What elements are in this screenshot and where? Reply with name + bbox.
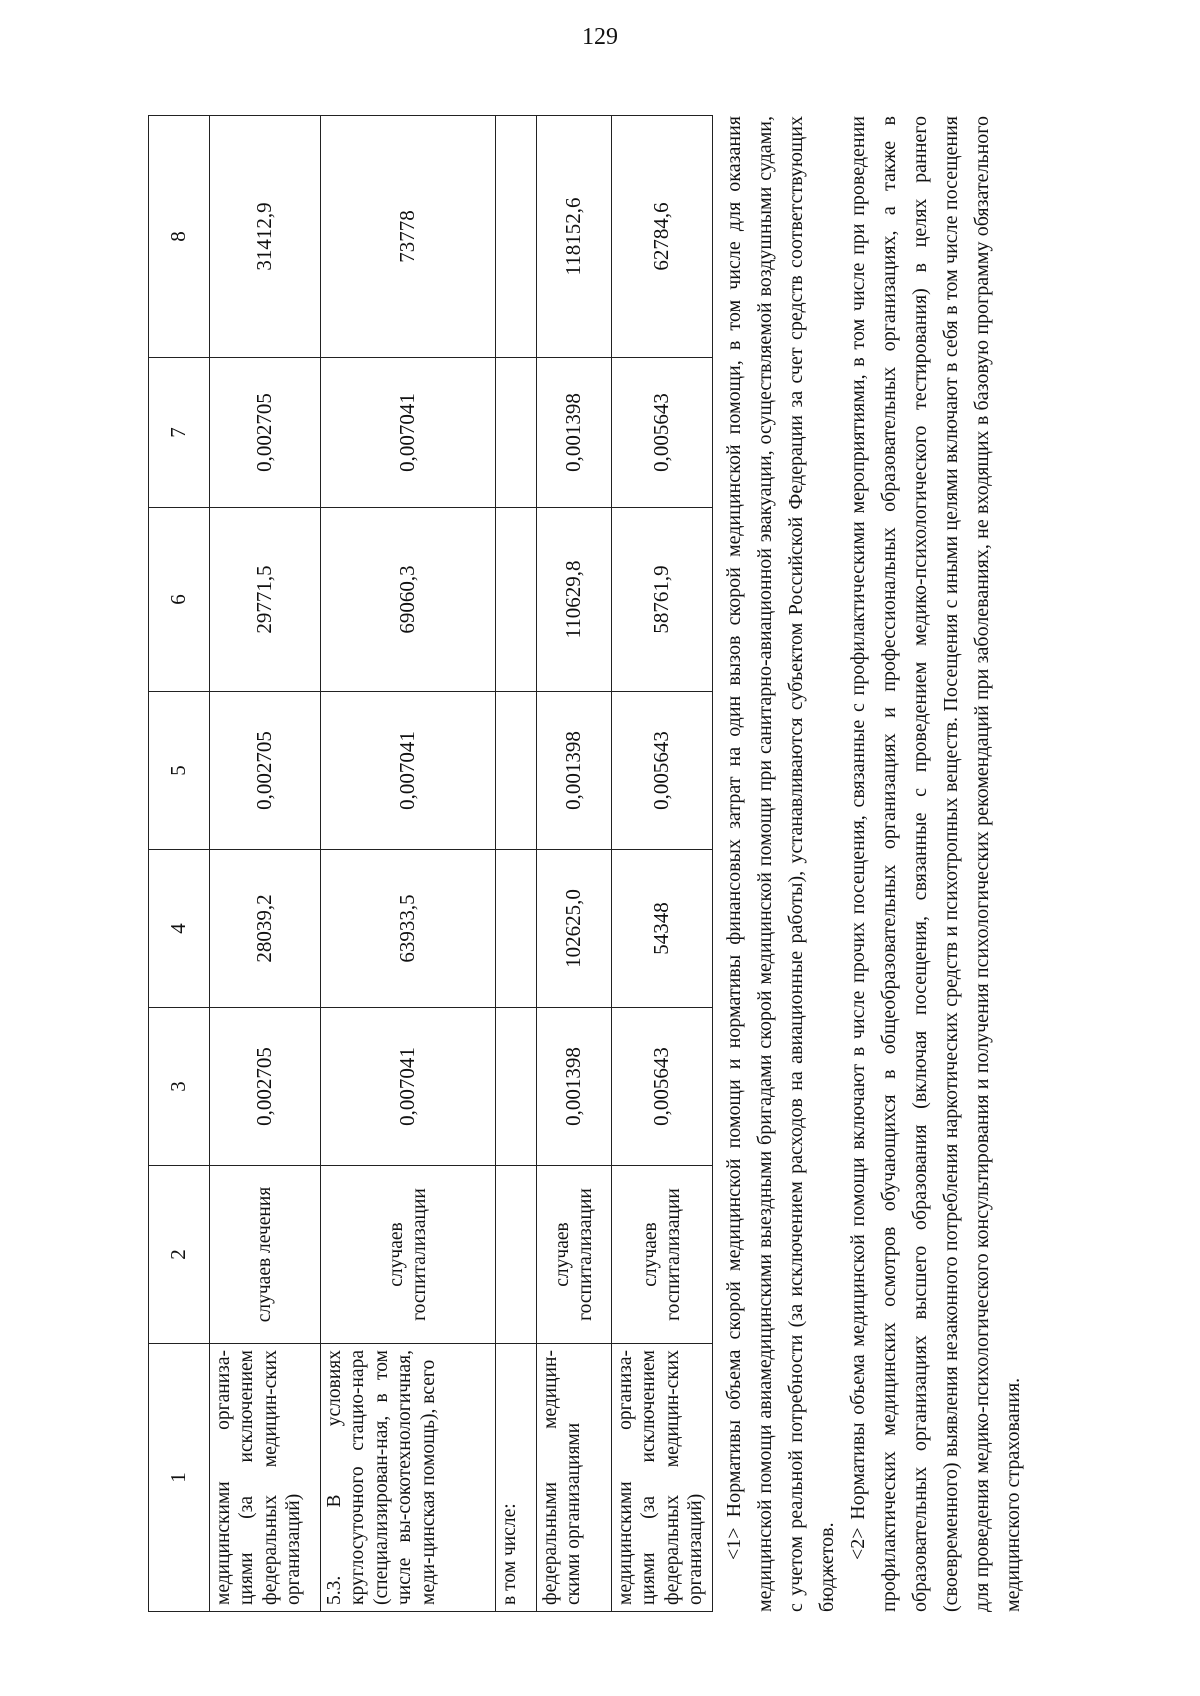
cell-value: 29771,5 xyxy=(210,508,321,692)
rotated-page-content xyxy=(148,116,1028,1612)
cell-value: 0,005643 xyxy=(612,1008,713,1166)
cell-value: 0,007041 xyxy=(321,1008,496,1166)
column-number: 7 xyxy=(149,358,210,508)
column-number: 5 xyxy=(149,692,210,850)
column-number: 1 xyxy=(149,1344,210,1612)
row-name: 5.3. В условиях круглосуточного стацио-нара (специализирован-ная, в том числе вы-сокотехнологичная, меди-цинская помощь), всего xyxy=(321,1344,496,1612)
cell-value: 73778 xyxy=(321,116,496,358)
cell-value: 110629,8 xyxy=(537,508,612,692)
row-name: медицинскими организа-циями (за исключением федеральных медицин-ских организаций) xyxy=(612,1344,713,1612)
cell-value: 0,002705 xyxy=(210,1008,321,1166)
row-name: в том числе: xyxy=(496,1344,537,1612)
cell-value: 118152,6 xyxy=(537,116,612,358)
cell-value: 63933,5 xyxy=(321,850,496,1008)
column-number: 6 xyxy=(149,508,210,692)
norms-table xyxy=(148,115,713,1612)
cell-value: 0,007041 xyxy=(321,692,496,850)
column-number: 3 xyxy=(149,1008,210,1166)
cell-value: 0,005643 xyxy=(612,358,713,508)
cell-value: 31412,9 xyxy=(210,116,321,358)
column-number: 4 xyxy=(149,850,210,1008)
cell-value: 0,001398 xyxy=(537,692,612,850)
row-name: федеральными медицин-скими организациями xyxy=(537,1344,612,1612)
cell-value: 62784,6 xyxy=(612,116,713,358)
row-unit: случаев госпитализации xyxy=(537,1166,612,1344)
column-number: 8 xyxy=(149,116,210,358)
table-row xyxy=(321,116,496,1612)
cell-value xyxy=(496,850,537,1008)
table-row xyxy=(612,116,713,1612)
row-name: медицинскими организа-циями (за исключением федеральных медицин-ских организаций) xyxy=(210,1344,321,1612)
footnotes xyxy=(719,116,1029,1612)
row-unit: случаев госпитализации xyxy=(612,1166,713,1344)
cell-value xyxy=(496,508,537,692)
row-unit: случаев лечения xyxy=(210,1166,321,1344)
row-unit xyxy=(496,1166,537,1344)
cell-value xyxy=(496,1008,537,1166)
table-row xyxy=(210,116,321,1612)
footnote-2: <2> Нормативы объема медицинской помощи включают в числе прочих посещения, связанные с профилактическими мероприятиями, в том числе при проведении профилактических медицинских осмотров обучающихся в общеобразовательных организациях и профессиональных образовательных организациях, а также в образовательных организациях высшего образования (включая посещения, связанные с проведением медико-психологического тестирования) в целях раннего (своевременного) выявления незаконного потребления наркотических средств и психотропных веществ. Посещения с иными целями включают в себя в том числе посещения для проведения медико-психологического консультирования и получения психологических рекомендаций при заболеваниях, не входящих в базовую программу обязательного медицинского страхования. xyxy=(847,116,1024,1612)
cell-value: 58761,9 xyxy=(612,508,713,692)
cell-value: 69060,3 xyxy=(321,508,496,692)
cell-value: 102625,0 xyxy=(537,850,612,1008)
cell-value xyxy=(496,692,537,850)
row-unit: случаев госпитализации xyxy=(321,1166,496,1344)
cell-value: 28039,2 xyxy=(210,850,321,1008)
cell-value: 54348 xyxy=(612,850,713,1008)
cell-value xyxy=(496,358,537,508)
column-number-row xyxy=(149,116,210,1612)
column-number: 2 xyxy=(149,1166,210,1344)
cell-value: 0,002705 xyxy=(210,358,321,508)
cell-value: 0,001398 xyxy=(537,1008,612,1166)
cell-value: 0,002705 xyxy=(210,692,321,850)
footnote-1: <1> Нормативы объема скорой медицинской помощи и нормативы финансовых затрат на один вызов скорой медицинской помощи, в том числе для оказания медицинской помощи авиамедицинскими выездными бригадами скорой медицинской помощи при санитарно-авиационной эвакуации, осуществляемой воздушными судами, с учетом реальной потребности (за исключением расходов на авиационные работы), устанавливаются субъектом Российской Федерации за счет средств соответствующих бюджетов. xyxy=(723,116,838,1612)
page-number: 129 xyxy=(582,24,618,50)
cell-value: 0,005643 xyxy=(612,692,713,850)
cell-value: 0,007041 xyxy=(321,358,496,508)
table-row xyxy=(496,116,537,1612)
cell-value: 0,001398 xyxy=(537,358,612,508)
table-row xyxy=(537,116,612,1612)
cell-value xyxy=(496,116,537,358)
